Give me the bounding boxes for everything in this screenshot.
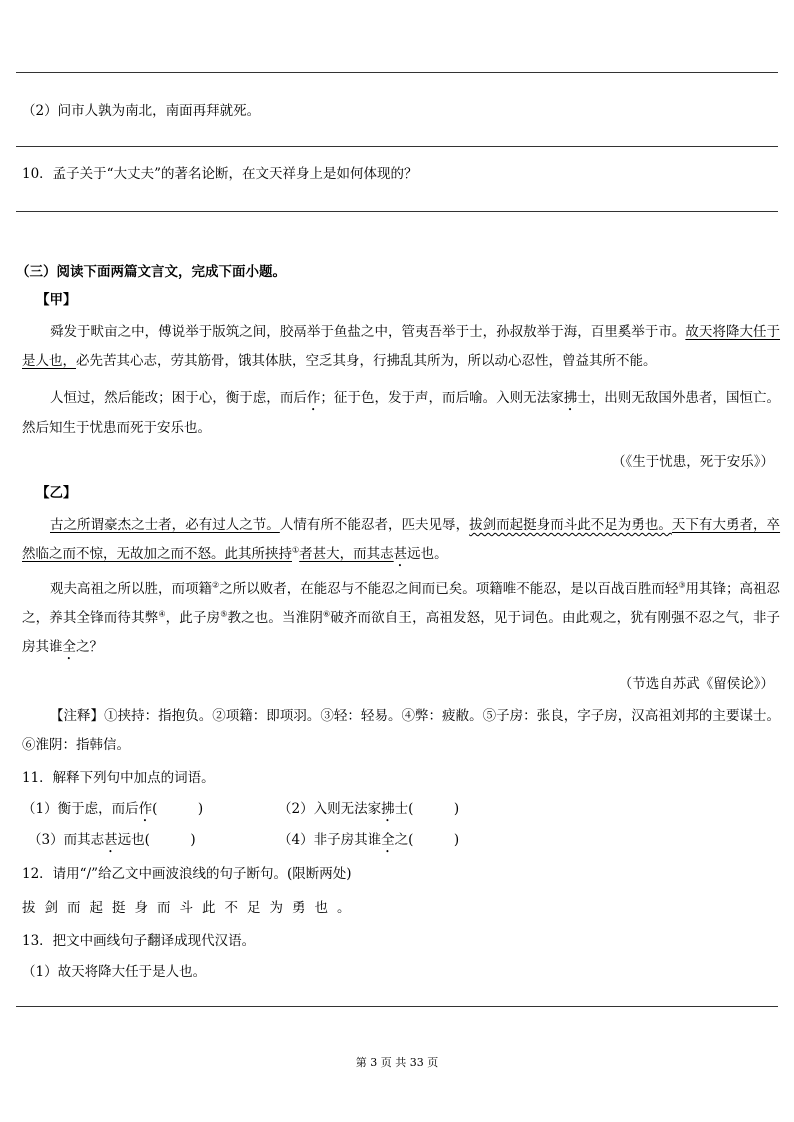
sentence-char: 勇 bbox=[292, 900, 306, 916]
question-13-item-1: （1）故天将降大任于是人也。 bbox=[22, 964, 207, 980]
dotted-word: 拂 bbox=[563, 390, 578, 406]
sentence-char: 起 bbox=[89, 900, 103, 916]
dotted-word: 作 bbox=[306, 390, 321, 406]
sentence-char: 剑 bbox=[44, 900, 58, 916]
question-12-stem: 12．请用“/”给乙文中画波浪线的句子断句。(限断两处) bbox=[22, 866, 352, 882]
underlined-sentence: 者甚大，而其志 bbox=[299, 546, 394, 562]
sentence-char: 不 bbox=[224, 900, 238, 916]
question-9-item-2: （2）问市人孰为南北，南面再拜就死。 bbox=[22, 103, 261, 119]
footnote-marker: ② bbox=[212, 580, 220, 590]
sentence-char: 也 bbox=[314, 900, 328, 916]
question-11-item-2: （2）入则无法家拂士( ) bbox=[278, 801, 460, 817]
question-10: 10．孟子关于“大丈夫”的著名论断，在文天祥身上是如何体现的？ bbox=[22, 166, 418, 182]
page-footer: 第 3 页 共 33 页 bbox=[355, 1056, 439, 1069]
dotted-word: 甚 bbox=[104, 832, 118, 848]
dotted-word: 全 bbox=[62, 639, 76, 655]
sentence-char: 身 bbox=[134, 900, 148, 916]
annotations: 【注释】①挟持：指抱负。②项籍：即项羽。③轻：轻易。④弊：疲敝。⑤子房：张良，字子房，汉高祖刘邦的主要谋士。⑥淮阴：指韩信。 bbox=[22, 708, 780, 753]
underlined-sentence: 故天将降大任于是人也， bbox=[22, 324, 781, 369]
dotted-word: 作 bbox=[138, 801, 153, 817]
question-11-item-1: （1）衡于虑，而后作( ) bbox=[22, 801, 204, 817]
footnote-marker: ⑥ bbox=[322, 609, 331, 619]
passage-jia-paragraph-1: 舜发于畎亩之中，傅说举于版筑之间，胶鬲举于鱼盐之中，管夷吾举于士，孙叔敖举于海，百里奚举于市。故天将降大任于是人也，必先苦其心志，劳其筋骨，饿其体肤，空乏其身，行拂乱其所为，所以动心忍性，曾益其所不能。 bbox=[22, 324, 781, 369]
sentence-char: 而 bbox=[157, 900, 171, 916]
answer-line bbox=[16, 146, 778, 147]
question-13-stem: 13．把文中画线句子翻译成现代汉语。 bbox=[22, 933, 256, 949]
wavy-underlined-sentence: 拔剑而起挺身而斗此不足为勇也。 bbox=[469, 517, 672, 533]
passage-jia-source: （《生于忧患，死于安乐》） bbox=[612, 454, 774, 470]
question-11-item-3: （3）而其志甚远也( ) bbox=[28, 832, 196, 848]
footnote-marker: ④ bbox=[158, 609, 166, 619]
dotted-word: 全 bbox=[381, 832, 395, 848]
section-3-title: （三）阅读下面两篇文言文，完成下面小题。 bbox=[16, 264, 286, 280]
sentence-char: 足 bbox=[247, 900, 261, 916]
passage-yi-label: 【乙】 bbox=[36, 485, 77, 501]
question-12-sentence bbox=[22, 898, 360, 918]
footnote-marker: ① bbox=[292, 545, 300, 555]
dotted-word: 甚 bbox=[393, 546, 408, 562]
sentence-char: 斗 bbox=[179, 900, 193, 916]
sentence-char: 拔 bbox=[22, 900, 36, 916]
passage-jia-paragraph-2: 人恒过，然后能改；困于心，衡于虑，而后作；征于色，发于声，而后喻。入则无法家拂士，出则无敌国外患者，国恒亡。然后知生于忧患而死于安乐也。 bbox=[22, 390, 781, 436]
sentence-char: 挺 bbox=[112, 900, 126, 916]
footnote-marker: ③ bbox=[678, 580, 686, 590]
sentence-char: 。 bbox=[337, 900, 351, 916]
underlined-sentence: 天下有大勇者，卒然临之而不惊，无故加之而不怒。此其所挟持 bbox=[22, 517, 781, 562]
passage-yi-paragraph-2: 观夫高祖之所以胜，而项籍②之所以败者，在能忍与不能忍之间而已矣。项籍唯不能忍，是以百战百胜而轻③用其锋；高祖忍之，养其全锋而待其弊④，此子房⑤教之也。当淮阴⑥破齐而欲自王，高祖发怒，见于词色。由此观之，犹有刚强不忍之气，非子房其谁全之？ bbox=[22, 580, 781, 655]
answer-line bbox=[16, 211, 778, 212]
answer-line bbox=[16, 72, 778, 73]
sentence-char: 此 bbox=[202, 900, 216, 916]
question-11-item-4: （4）非子房其谁全之( ) bbox=[278, 832, 460, 848]
footnote-marker: ⑤ bbox=[220, 609, 228, 619]
underlined-sentence: 古之所谓豪杰之士者，必有过人之节。 bbox=[50, 517, 280, 533]
passage-jia-label: 【甲】 bbox=[36, 292, 77, 308]
question-11-stem: 11．解释下列句中加点的词语。 bbox=[22, 770, 215, 786]
sentence-char: 为 bbox=[269, 900, 283, 916]
dotted-word: 拂 bbox=[381, 801, 395, 817]
sentence-char: 而 bbox=[67, 900, 81, 916]
passage-yi-source: （节选自苏武《留侯论》） bbox=[618, 676, 774, 692]
passage-yi-paragraph-1: 古之所谓豪杰之士者，必有过人之节。人情有所不能忍者，匹夫见辱，拔剑而起挺身而斗此不足为勇也。天下有大勇者，卒然临之而不惊，无故加之而不怒。此其所挟持①者甚大，而其志甚远也。 bbox=[22, 517, 781, 562]
answer-line bbox=[16, 1006, 778, 1007]
